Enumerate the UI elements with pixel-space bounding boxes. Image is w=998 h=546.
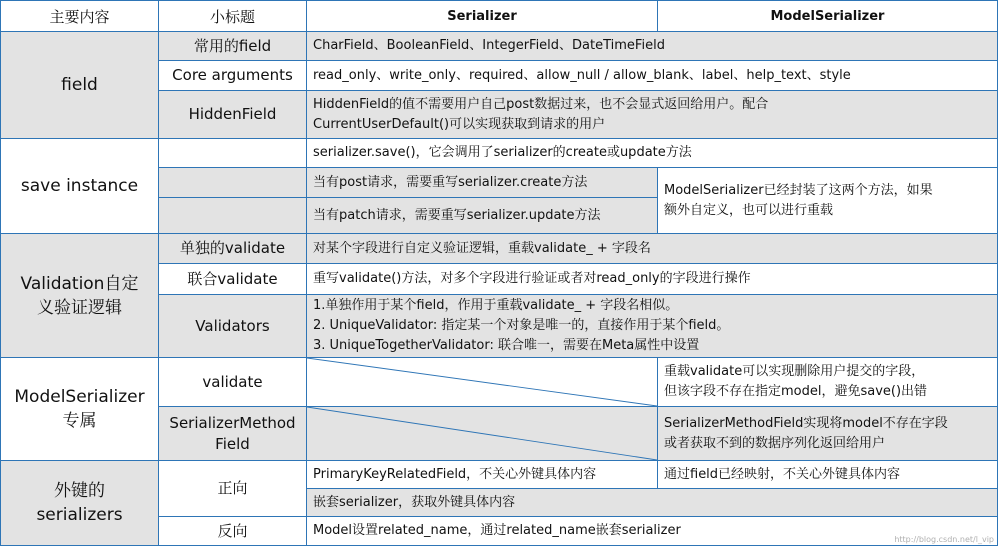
sub-serializer-method-field: SerializerMethod Field: [158, 406, 307, 461]
content-save-call: serializer.save()，它会调用了serializer的create或update方法: [306, 138, 998, 168]
content-save-post: 当有post请求，需要重写serializer.create方法: [306, 167, 658, 198]
model-forward-note: 通过field已经映射，不关心外键具体内容: [657, 460, 998, 489]
sub-reverse: 反向: [158, 516, 307, 546]
section-title-field: field: [0, 31, 159, 139]
sub-save-2: [158, 167, 307, 198]
content-reverse: Model设置related_name，通过related_name嵌套serializer: [306, 516, 998, 546]
diagonal-slash: [307, 407, 657, 460]
section-title-model: ModelSerializer 专属: [0, 357, 159, 461]
serializer-na-method-field: [306, 406, 658, 461]
watermark: http://blog.csdn.net/l_vip: [894, 535, 994, 544]
diagonal-slash: [307, 358, 657, 406]
sub-forward: 正向: [158, 460, 307, 517]
header-serializer: Serializer: [306, 0, 658, 32]
content-save-patch: 当有patch请求，需要重写serializer.update方法: [306, 197, 658, 234]
model-method-field-note: SerializerMethodField实现将model不存在字段 或者获取不到的数据序列化返回给用户: [657, 406, 998, 461]
header-model-serializer: ModelSerializer: [657, 0, 998, 32]
section-title-fk: 外键的 serializers: [0, 460, 159, 546]
sub-save-1: [158, 138, 307, 168]
sub-single-validate: 单独的validate: [158, 233, 307, 264]
model-validate-note: 重载validate可以实现删除用户提交的字段， 但该字段不存在指定model，避免save()出错: [657, 357, 998, 407]
sub-joint-validate: 联合validate: [158, 263, 307, 295]
sub-save-3: [158, 197, 307, 234]
sub-validators: Validators: [158, 294, 307, 358]
content-common-field: CharField、BooleanField、IntegerField、DateTimeField: [306, 31, 998, 61]
sub-hidden-field: HiddenField: [158, 90, 307, 139]
content-forward-pk: PrimaryKeyRelatedField，不关心外键具体内容: [306, 460, 658, 489]
content-hidden-field: HiddenField的值不需要用户自己post数据过来，也不会显式返回给用户。配合 CurrentUserDefault()可以实现获取到请求的用户: [306, 90, 998, 139]
section-title-validation: Validation自定 义验证逻辑: [0, 233, 159, 358]
content-forward-nested: 嵌套serializer，获取外键具体内容: [306, 488, 998, 517]
serializer-na-validate: [306, 357, 658, 407]
sub-common-field: 常用的field: [158, 31, 307, 61]
sub-model-validate: validate: [158, 357, 307, 407]
section-title-save: save instance: [0, 138, 159, 234]
content-validators: 1.单独作用于某个field，作用于重载validate_ + 字段名相似。 2. UniqueValidator: 指定某一个对象是唯一的，直接作用于某个field。 3. UniqueTogetherValidator: 联合唯一，需要在Meta属性中设置: [306, 294, 998, 358]
header-sub: 小标题: [158, 0, 307, 32]
content-single-validate: 对某个字段进行自定义验证逻辑，重载validate_ + 字段名: [306, 233, 998, 264]
content-joint-validate: 重写validate()方法，对多个字段进行验证或者对read_only的字段进行操作: [306, 263, 998, 295]
model-save-note: ModelSerializer已经封装了这两个方法，如果 额外自定义，也可以进行重载: [657, 167, 998, 234]
sub-core-arguments: Core arguments: [158, 60, 307, 91]
content-core-arguments: read_only、write_only、required、allow_null / allow_blank、label、help_text、style: [306, 60, 998, 91]
header-main: 主要内容: [0, 0, 159, 32]
